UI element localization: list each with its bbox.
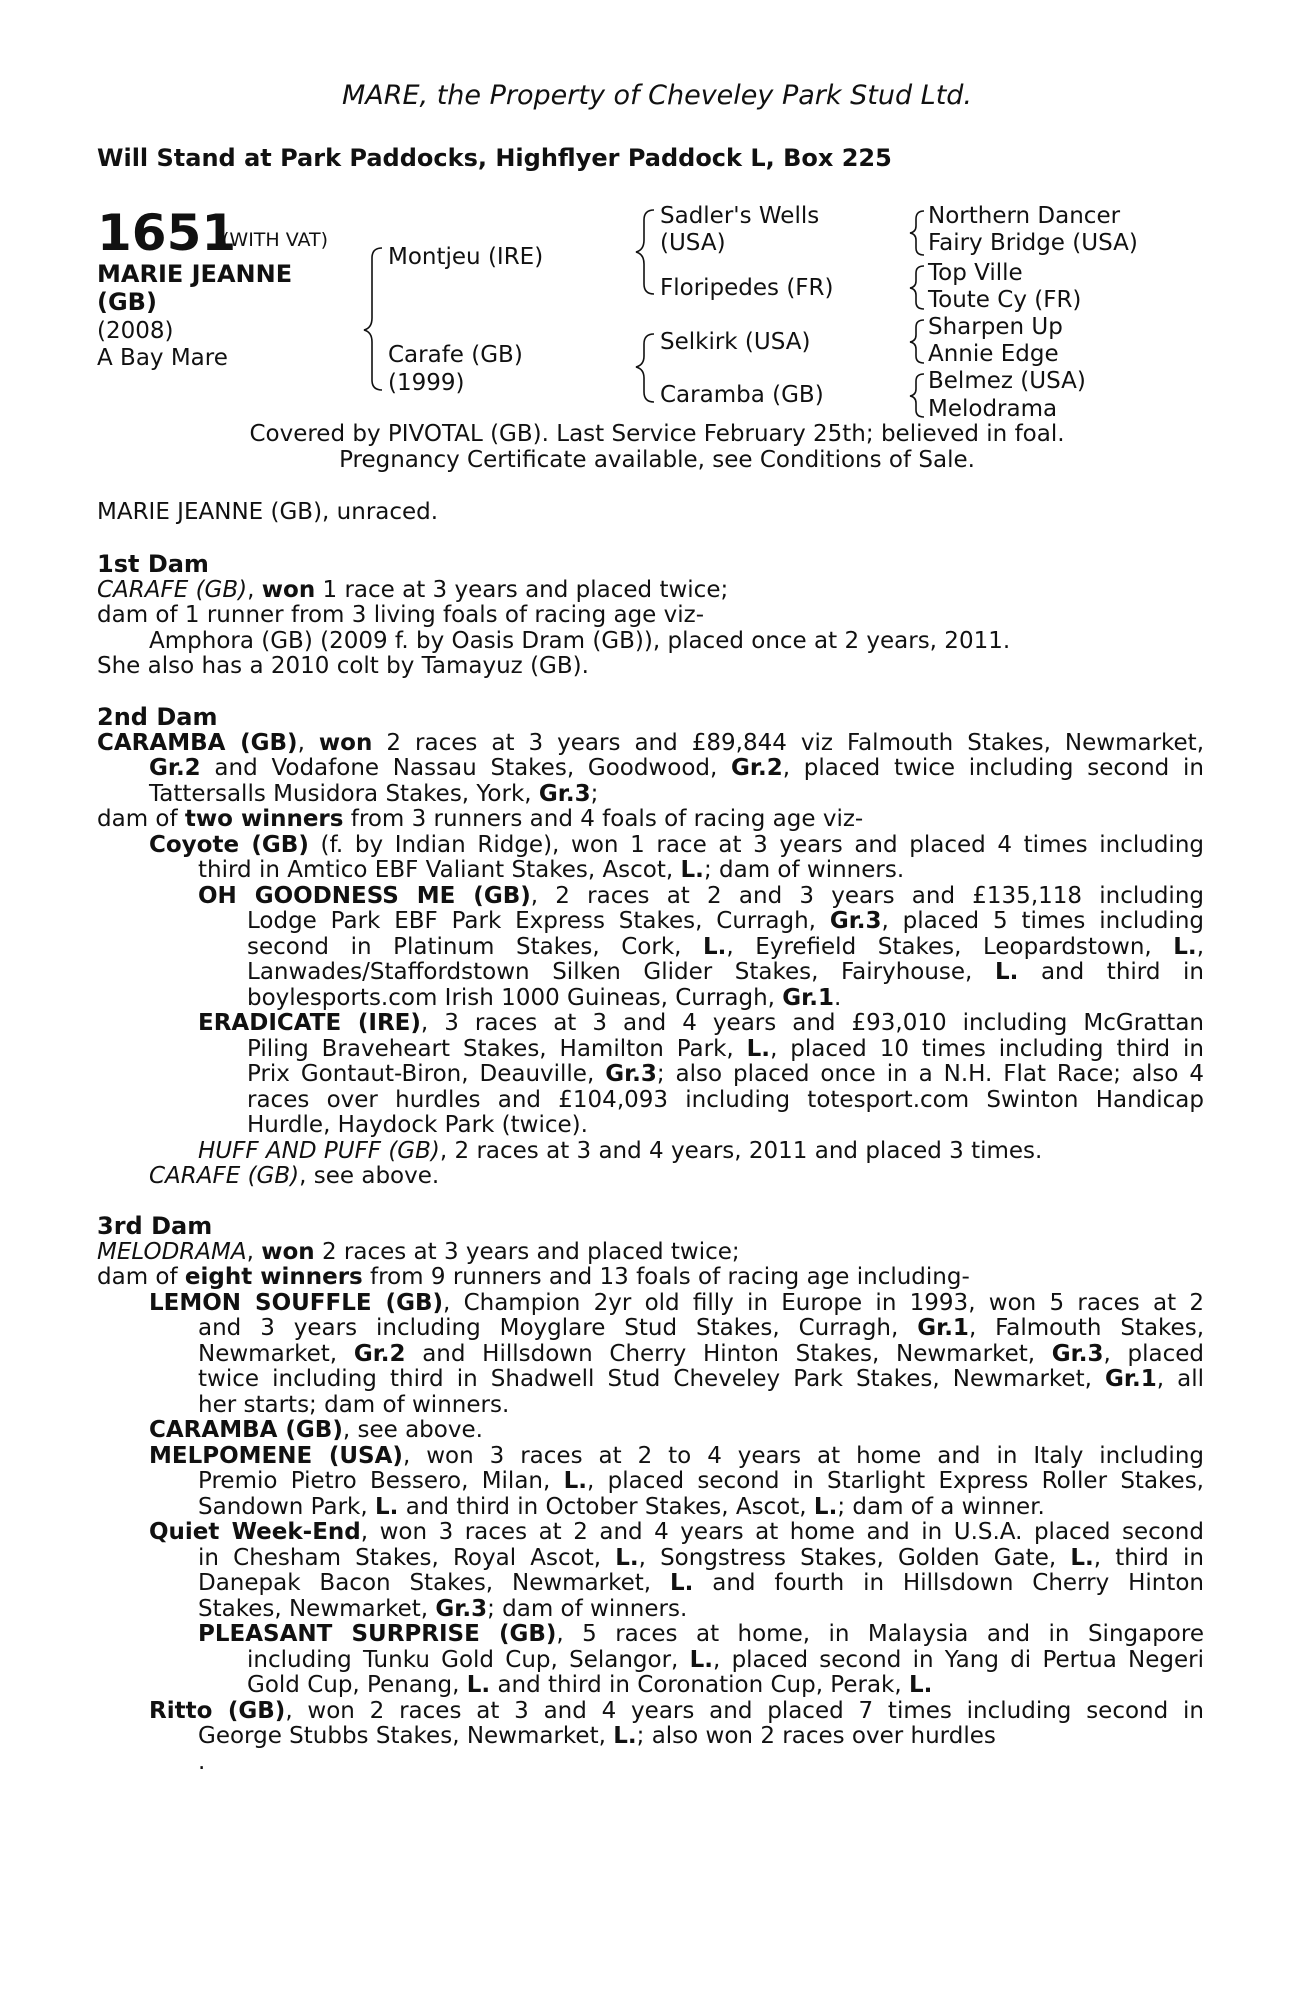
third-dam-section bbox=[97, 1214, 1204, 1775]
text-run: in Chesham Stakes, Royal Ascot, bbox=[198, 1544, 616, 1571]
text-run: two winners bbox=[184, 806, 344, 832]
lemon-line5: her starts; dam of winners. bbox=[198, 1391, 510, 1418]
melodrama-line bbox=[97, 1240, 1204, 1266]
text-run: L. bbox=[680, 857, 704, 883]
vat-label: (WITH VAT) bbox=[222, 229, 329, 251]
foaling-year: (2008) bbox=[97, 318, 174, 344]
text-run: , Falmouth Stakes, bbox=[968, 1315, 1205, 1341]
text-run: and fourth in Hillsdown Cherry Hinton bbox=[693, 1570, 1204, 1596]
ogm-line4 bbox=[97, 960, 1204, 986]
text-run: Premio Pietro Bessero, Milan, bbox=[198, 1468, 564, 1494]
text-run: Danepak Bacon Stakes, Newmarket, bbox=[198, 1570, 670, 1596]
text-run: Prix Gontaut-Biron, Deauville, bbox=[247, 1061, 606, 1087]
text-run: Tattersalls Musidora Stakes, York, bbox=[149, 780, 539, 807]
text-run: L. bbox=[563, 1468, 588, 1494]
text-run: , Songstress Stakes, Golden Gate, bbox=[638, 1544, 1071, 1571]
lemon-line3 bbox=[97, 1342, 1204, 1368]
text-run: , 5 races at home, in Malaysia and in Singapore bbox=[556, 1621, 1204, 1647]
text-run: , all bbox=[1156, 1366, 1204, 1392]
text-run: , Eyrefield Stakes, Leopardstown, bbox=[726, 933, 1174, 960]
text-run: and 3 years including Moyglare Stud Stakes, Curragh, bbox=[198, 1315, 918, 1341]
quiet-weekend-line2 bbox=[97, 1546, 1204, 1572]
text-run: L. bbox=[1070, 1544, 1094, 1571]
pedigree-ddd: Melodrama bbox=[928, 396, 1058, 422]
text-run: , third in bbox=[1093, 1544, 1204, 1571]
text-run: , 3 races at 3 and 4 years and £93,010 including McGrattan bbox=[420, 1010, 1204, 1036]
text-run: OH GOODNESS ME (GB) bbox=[198, 882, 531, 909]
horse-name-line2: (GB) bbox=[97, 288, 157, 316]
text-run: , won 3 races at 2 and 4 years at home and in U.S.A. placed second bbox=[360, 1519, 1204, 1545]
brace-dds bbox=[910, 374, 924, 417]
trailing-dot: . bbox=[198, 1748, 206, 1775]
text-run: Coyote (GB) bbox=[149, 831, 309, 858]
pleasant-surprise-line3 bbox=[97, 1673, 1204, 1699]
text-run: 1 race at 3 years and placed twice; bbox=[315, 576, 729, 603]
brace-dam bbox=[636, 334, 654, 402]
text-run: , 2 races at 3 and 4 years, 2011 and placed 3 times. bbox=[439, 1137, 1043, 1164]
text-run: L. bbox=[615, 1544, 639, 1571]
text-run: 2 races at 3 years and £89,844 viz Falmouth Stakes, Newmarket, bbox=[372, 729, 1205, 756]
horse-summary: MARIE JEANNE (GB), unraced. bbox=[97, 499, 439, 525]
ogm-line3 bbox=[97, 935, 1204, 961]
text-run: Gr.2 bbox=[149, 755, 201, 781]
text-run: Gr.1 bbox=[782, 984, 834, 1011]
text-run: L. bbox=[613, 1723, 637, 1749]
text-run: , placed 5 times including bbox=[881, 908, 1204, 934]
ogm-line2 bbox=[97, 909, 1204, 935]
pedigree-sire-sire-line1: Sadler's Wells bbox=[660, 203, 820, 229]
caramba-line3 bbox=[97, 782, 1204, 808]
quiet-weekend-line4 bbox=[97, 1597, 1204, 1623]
text-run: Sandown Park, bbox=[198, 1493, 375, 1520]
pregnancy-certificate-line: Pregnancy Certificate available, see Conditions of Sale. bbox=[339, 447, 975, 473]
text-run: , 2 races at 2 and 3 years and £135,118 including bbox=[530, 882, 1204, 909]
brace-main bbox=[364, 248, 382, 390]
caramba-produce bbox=[97, 807, 1204, 833]
text-run: , bbox=[247, 576, 262, 603]
text-run: L. bbox=[689, 1646, 713, 1673]
text-run: , bbox=[1196, 933, 1204, 960]
text-run: ; bbox=[590, 780, 599, 807]
quiet-weekend-line3 bbox=[97, 1571, 1204, 1597]
text-run: L. bbox=[703, 933, 727, 960]
text-run: , bbox=[246, 1238, 262, 1265]
second-dam-section bbox=[97, 705, 1204, 1190]
text-run: and Vodafone Nassau Stakes, Goodwood, bbox=[200, 755, 732, 781]
melpomene-line2 bbox=[97, 1469, 1204, 1495]
lemon-line2 bbox=[97, 1316, 1204, 1342]
text-run: L. bbox=[1173, 933, 1197, 960]
text-run: , placed second in Yang di Pertua Negeri bbox=[713, 1646, 1204, 1673]
first-dam-line bbox=[97, 578, 1204, 604]
text-run: , placed twice including second in bbox=[782, 755, 1204, 781]
eradicate-line4: races over hurdles and £104,093 including totesport.com Swinton Handicap bbox=[247, 1086, 1204, 1113]
text-run: ERADICATE (IRE) bbox=[198, 1010, 421, 1036]
first-dam-produce: dam of 1 runner from 3 living foals of racing age viz- bbox=[97, 602, 705, 628]
brace-sss bbox=[910, 211, 924, 255]
text-run: 2 races at 3 years and placed twice; bbox=[314, 1238, 740, 1265]
text-run: ; dam of winners. bbox=[487, 1595, 688, 1622]
brace-sds bbox=[910, 266, 924, 309]
pedigree-dds: Belmez (USA) bbox=[928, 368, 1086, 394]
text-run: L. bbox=[909, 1672, 933, 1698]
stand-location: Will Stand at Park Paddocks, Highflyer Paddock L, Box 225 bbox=[97, 144, 892, 172]
text-run: from 9 runners and 13 foals of racing age including- bbox=[362, 1264, 970, 1290]
text-run: and third in bbox=[1018, 959, 1204, 985]
text-run: L. bbox=[466, 1672, 491, 1698]
text-run: Gr.3 bbox=[605, 1061, 657, 1087]
text-run: eight winners bbox=[184, 1264, 363, 1290]
text-run: CARAMBA (GB) bbox=[97, 729, 298, 756]
pleasant-surprise-line1 bbox=[97, 1622, 1204, 1648]
melodrama-produce bbox=[97, 1265, 1204, 1291]
text-run: Lodge Park EBF Park Express Stakes, Curragh, bbox=[247, 908, 830, 934]
text-run: L. bbox=[813, 1493, 838, 1520]
pedigree-sss: Northern Dancer bbox=[928, 203, 1121, 229]
pleasant-surprise-line2 bbox=[97, 1648, 1204, 1674]
pedigree-ssd: Fairy Bridge (USA) bbox=[928, 230, 1138, 256]
text-run: ; also placed once in a N.H. Flat Race; also 4 bbox=[656, 1061, 1205, 1087]
text-run: . bbox=[833, 984, 842, 1011]
text-run: MELPOMENE (USA) bbox=[149, 1442, 403, 1469]
text-run: including Tunku Gold Cup, Selangor, bbox=[247, 1646, 690, 1673]
horse-name-line1: MARIE JEANNE bbox=[97, 260, 293, 288]
melpomene-line1 bbox=[97, 1444, 1204, 1470]
text-run: Stakes, Newmarket, bbox=[198, 1595, 436, 1622]
text-run: ; dam of winners. bbox=[703, 857, 905, 883]
pedigree-dam-line2: (1999) bbox=[388, 370, 465, 396]
text-run: Gr.1 bbox=[1105, 1366, 1157, 1392]
first-dam-section bbox=[97, 552, 1204, 680]
text-run: won bbox=[261, 576, 316, 603]
text-run: L. bbox=[994, 959, 1019, 985]
text-run: Gr.3 bbox=[829, 908, 882, 934]
first-dam-heading: 1st Dam bbox=[97, 550, 209, 578]
text-run: , see above. bbox=[299, 1163, 440, 1189]
second-dam-heading: 2nd Dam bbox=[97, 703, 218, 731]
covered-by-line: Covered by PIVOTAL (GB). Last Service February 25th; believed in foal. bbox=[249, 421, 1065, 447]
text-run: (f. by Indian Ridge), won 1 race at 3 years and placed 4 times including bbox=[308, 831, 1204, 858]
text-run: ; dam of a winner. bbox=[837, 1493, 1045, 1520]
pedigree-dam-dam: Caramba (GB) bbox=[660, 382, 824, 408]
coyote-line1 bbox=[97, 833, 1204, 859]
text-run: Lanwades/Staffordstown Silken Glider Stakes, Fairyhouse, bbox=[247, 959, 995, 985]
text-run: , see above. bbox=[342, 1417, 483, 1443]
pedigree-sire-sire-line2: (USA) bbox=[660, 230, 726, 256]
eradicate-line3 bbox=[97, 1062, 1204, 1088]
first-dam-foal: Amphora (GB) (2009 f. by Oasis Dram (GB)), placed once at 2 years, 2011. bbox=[149, 627, 1011, 654]
text-run: LEMON SOUFFLE (GB) bbox=[149, 1289, 443, 1316]
page-title: MARE, the Property of Cheveley Park Stud Ltd. bbox=[341, 80, 973, 111]
ogm-line5 bbox=[97, 986, 1204, 1012]
pedigree-dss: Sharpen Up bbox=[928, 314, 1063, 340]
text-run: PLEASANT SURPRISE (GB) bbox=[198, 1621, 557, 1647]
lemon-line1 bbox=[97, 1291, 1204, 1317]
text-run: , placed second in Starlight Express Roller Stakes, bbox=[587, 1468, 1204, 1494]
text-run: L. bbox=[374, 1493, 399, 1520]
text-run: won bbox=[318, 729, 373, 756]
text-run: Gr.3 bbox=[435, 1595, 488, 1622]
text-run: CARAMBA (GB) bbox=[149, 1417, 343, 1443]
coyote-line2 bbox=[97, 858, 1204, 884]
pedigree-dam-line1: Carafe (GB) bbox=[388, 342, 523, 368]
dam-name: CARAFE (GB) bbox=[97, 576, 248, 603]
text-run: Ritto (GB) bbox=[149, 1697, 286, 1724]
text-run: Gr.1 bbox=[917, 1315, 969, 1341]
first-dam-note: She also has a 2010 colt by Tamayuz (GB). bbox=[97, 653, 589, 679]
text-run: , won 3 races at 2 to 4 years at home and in Italy including bbox=[402, 1442, 1205, 1469]
text-run: Gr.2 bbox=[353, 1340, 406, 1367]
caramba-line2 bbox=[97, 756, 1204, 782]
pedigree-sds: Top Ville bbox=[928, 260, 1023, 286]
text-run: dam of bbox=[97, 1264, 185, 1290]
pedigree-sdd: Toute Cy (FR) bbox=[928, 287, 1082, 313]
quiet-weekend-line1 bbox=[97, 1520, 1204, 1546]
ritto-line1 bbox=[97, 1699, 1204, 1725]
huff-and-puff-line bbox=[97, 1139, 1204, 1165]
caramba-ref-line bbox=[97, 1418, 1204, 1444]
text-run: Piling Braveheart Stakes, Hamilton Park, bbox=[247, 1035, 747, 1062]
text-run: Gr.3 bbox=[1051, 1340, 1104, 1367]
text-run: MELODRAMA bbox=[97, 1238, 247, 1265]
caramba-line1: CARAMBA (GB), won 2 races at 3 years and £89,844 viz Falmouth Stakes, Newmarket, bbox=[97, 729, 1205, 756]
pedigree-dsd: Annie Edge bbox=[928, 341, 1059, 367]
text-run: won bbox=[261, 1238, 315, 1265]
text-run: L. bbox=[746, 1035, 771, 1062]
text-run: third in Amtico EBF Valiant Stakes, Ascot, bbox=[198, 857, 681, 883]
text-run: , placed bbox=[1103, 1340, 1204, 1367]
eradicate-line1 bbox=[97, 1011, 1204, 1037]
text-run: dam of bbox=[97, 806, 185, 832]
eradicate-line2 bbox=[97, 1037, 1204, 1063]
text-run: Gold Cup, Penang, bbox=[247, 1672, 467, 1698]
text-run: from 3 runners and 4 foals of racing age viz- bbox=[343, 806, 864, 832]
melpomene-line3 bbox=[97, 1495, 1204, 1521]
text-run: , placed 10 times including third in bbox=[770, 1035, 1204, 1062]
text-run: ; also won 2 races over hurdles bbox=[636, 1723, 996, 1749]
text-run: CARAFE (GB) bbox=[149, 1163, 300, 1189]
text-run: , won 2 races at 3 and 4 years and placed 7 times including second in bbox=[285, 1697, 1204, 1724]
brace-dss bbox=[910, 320, 924, 363]
text-run: second in Platinum Stakes, Cork, bbox=[247, 933, 704, 960]
horse-description: A Bay Mare bbox=[97, 345, 228, 371]
ogm-line1 bbox=[97, 884, 1204, 910]
text-run: and third in October Stakes, Ascot, bbox=[398, 1493, 814, 1520]
lot-number: 1651 bbox=[97, 204, 237, 262]
lemon-line4 bbox=[97, 1367, 1204, 1393]
third-dam-heading: 3rd Dam bbox=[97, 1212, 213, 1240]
pedigree-dam-sire: Selkirk (USA) bbox=[660, 329, 811, 355]
brace-sire bbox=[636, 210, 654, 294]
text-run: L. bbox=[669, 1570, 694, 1596]
pedigree-sire-dam: Floripedes (FR) bbox=[660, 275, 834, 301]
ritto-line2 bbox=[97, 1724, 1204, 1750]
text-run: , Champion 2yr old filly in Europe in 1993, won 5 races at 2 bbox=[443, 1289, 1204, 1316]
pedigree-sire: Montjeu (IRE) bbox=[388, 244, 544, 270]
text-run: Quiet Week-End bbox=[149, 1519, 361, 1545]
text-run: twice including third in Shadwell Stud Cheveley Park Stakes, Newmarket, bbox=[198, 1366, 1106, 1392]
text-run: and third in Coronation Cup, Perak, bbox=[490, 1672, 910, 1698]
text-run: Gr.3 bbox=[538, 780, 591, 807]
text-run: HUFF AND PUFF (GB) bbox=[198, 1137, 440, 1164]
text-run: boylesports.com Irish 1000 Guineas, Curragh, bbox=[247, 984, 783, 1011]
carafe-line bbox=[97, 1164, 1204, 1190]
text-run: and Hillsdown Cherry Hinton Stakes, Newmarket, bbox=[405, 1340, 1052, 1367]
text-run: Gr.2 bbox=[731, 755, 783, 781]
text-run: George Stubbs Stakes, Newmarket, bbox=[198, 1723, 614, 1749]
text-run: Newmarket, bbox=[198, 1340, 354, 1367]
eradicate-line5: Hurdle, Haydock Park (twice). bbox=[247, 1112, 588, 1138]
